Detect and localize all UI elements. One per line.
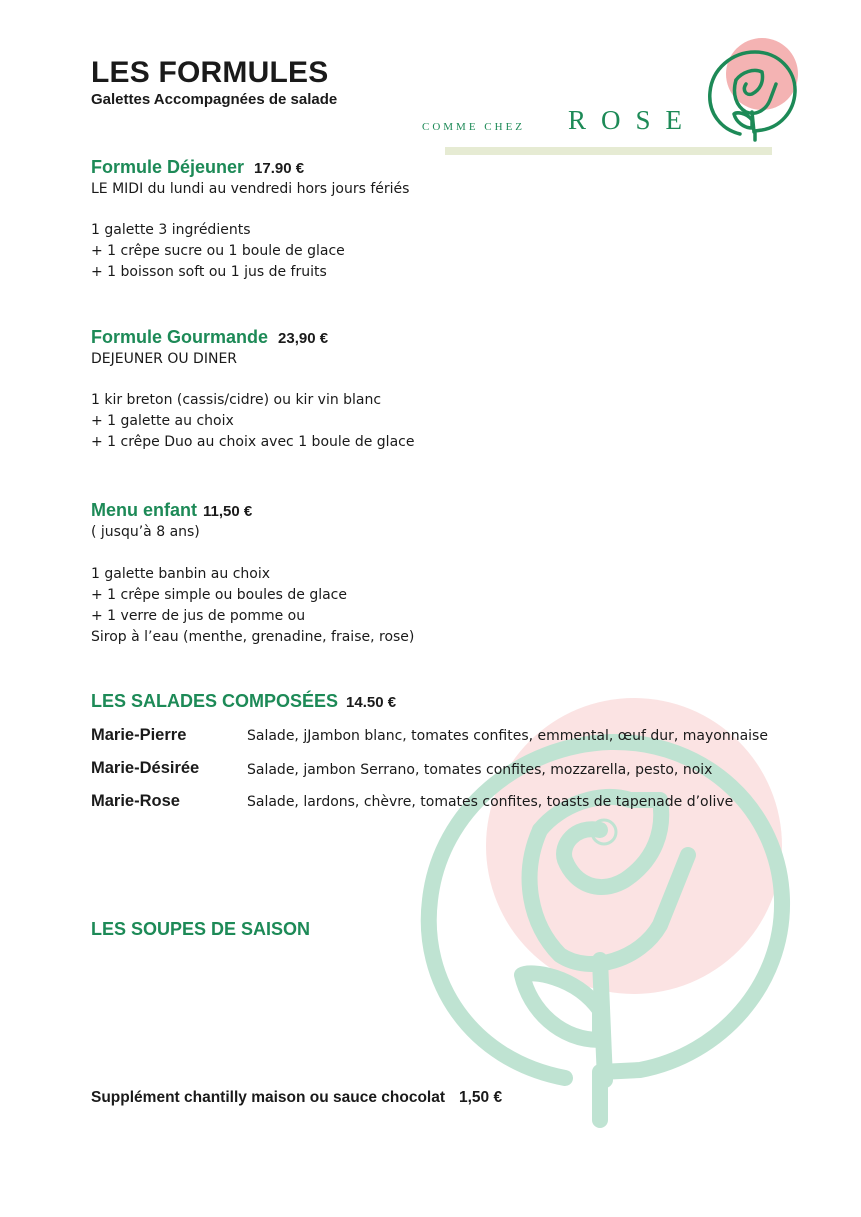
formule-gourmande-note: DEJEUNER OU DINER bbox=[91, 351, 238, 367]
menu-enfant-note: ( jusqu’à 8 ans) bbox=[91, 524, 200, 540]
brand-name-big: ROSE bbox=[568, 105, 698, 135]
formule-dejeuner-heading bbox=[91, 157, 304, 178]
list-item: + 1 crêpe simple ou boules de glace bbox=[91, 587, 347, 603]
menu-enfant-heading bbox=[91, 500, 252, 521]
formule-dejeuner-note: LE MIDI du lundi au vendredi hors jours fériés bbox=[91, 181, 410, 197]
salad-description: Salade, lardons, chèvre, tomates confites, toasts de tapenade d’olive bbox=[247, 794, 734, 810]
formule-dejeuner-price: 17.90 € bbox=[254, 160, 305, 177]
list-item: 1 galette 3 ingrédients bbox=[91, 222, 251, 238]
page-subtitle: Galettes Accompagnées de salade bbox=[91, 91, 338, 108]
menu-enfant-title: Menu enfant bbox=[91, 500, 197, 520]
salad-description: Salade, jJambon blanc, tomates confites, emmental, œuf dur, mayonnaise bbox=[247, 728, 768, 744]
supplement-label: Supplément chantilly maison ou sauce chocolat bbox=[91, 1089, 445, 1106]
soupes-heading: LES SOUPES DE SAISON bbox=[91, 919, 311, 939]
list-item: + 1 crêpe Duo au choix avec 1 boule de glace bbox=[91, 434, 415, 450]
supplement-price: 1,50 € bbox=[459, 1089, 503, 1106]
salad-name: Marie-Rose bbox=[91, 792, 180, 810]
salad-name: Marie-Désirée bbox=[91, 759, 200, 777]
list-item: Sirop à l’eau (menthe, grenadine, fraise, rose) bbox=[91, 629, 415, 645]
salades-heading bbox=[91, 691, 396, 712]
salad-description: Salade, jambon Serrano, tomates confites, mozzarella, pesto, noix bbox=[247, 762, 713, 778]
salad-name: Marie-Pierre bbox=[91, 726, 187, 744]
salades-title: LES SALADES COMPOSÉES bbox=[91, 691, 339, 711]
list-item: + 1 crêpe sucre ou 1 boule de glace bbox=[91, 243, 345, 259]
formule-gourmande-price: 23,90 € bbox=[278, 330, 329, 347]
list-item: + 1 boisson soft ou 1 jus de fruits bbox=[91, 264, 327, 280]
list-item: 1 kir breton (cassis/cidre) ou kir vin blanc bbox=[91, 392, 382, 408]
list-item: + 1 galette au choix bbox=[91, 413, 234, 429]
rose-in-circle-logo bbox=[700, 34, 810, 144]
page-title: LES FORMULES bbox=[91, 56, 329, 89]
list-item: + 1 verre de jus de pomme ou bbox=[91, 608, 306, 624]
brand-underline bbox=[445, 147, 772, 155]
brand-name-small: COMME CHEZ bbox=[422, 121, 526, 133]
list-item: 1 galette banbin au choix bbox=[91, 566, 271, 582]
salades-price: 14.50 € bbox=[346, 694, 397, 711]
menu-enfant-price: 11,50 € bbox=[203, 503, 253, 520]
formule-gourmande-title: Formule Gourmande bbox=[91, 327, 269, 347]
formule-dejeuner-title: Formule Déjeuner bbox=[91, 157, 245, 177]
formule-gourmande-heading bbox=[91, 327, 328, 348]
supplement-line bbox=[91, 1089, 502, 1107]
